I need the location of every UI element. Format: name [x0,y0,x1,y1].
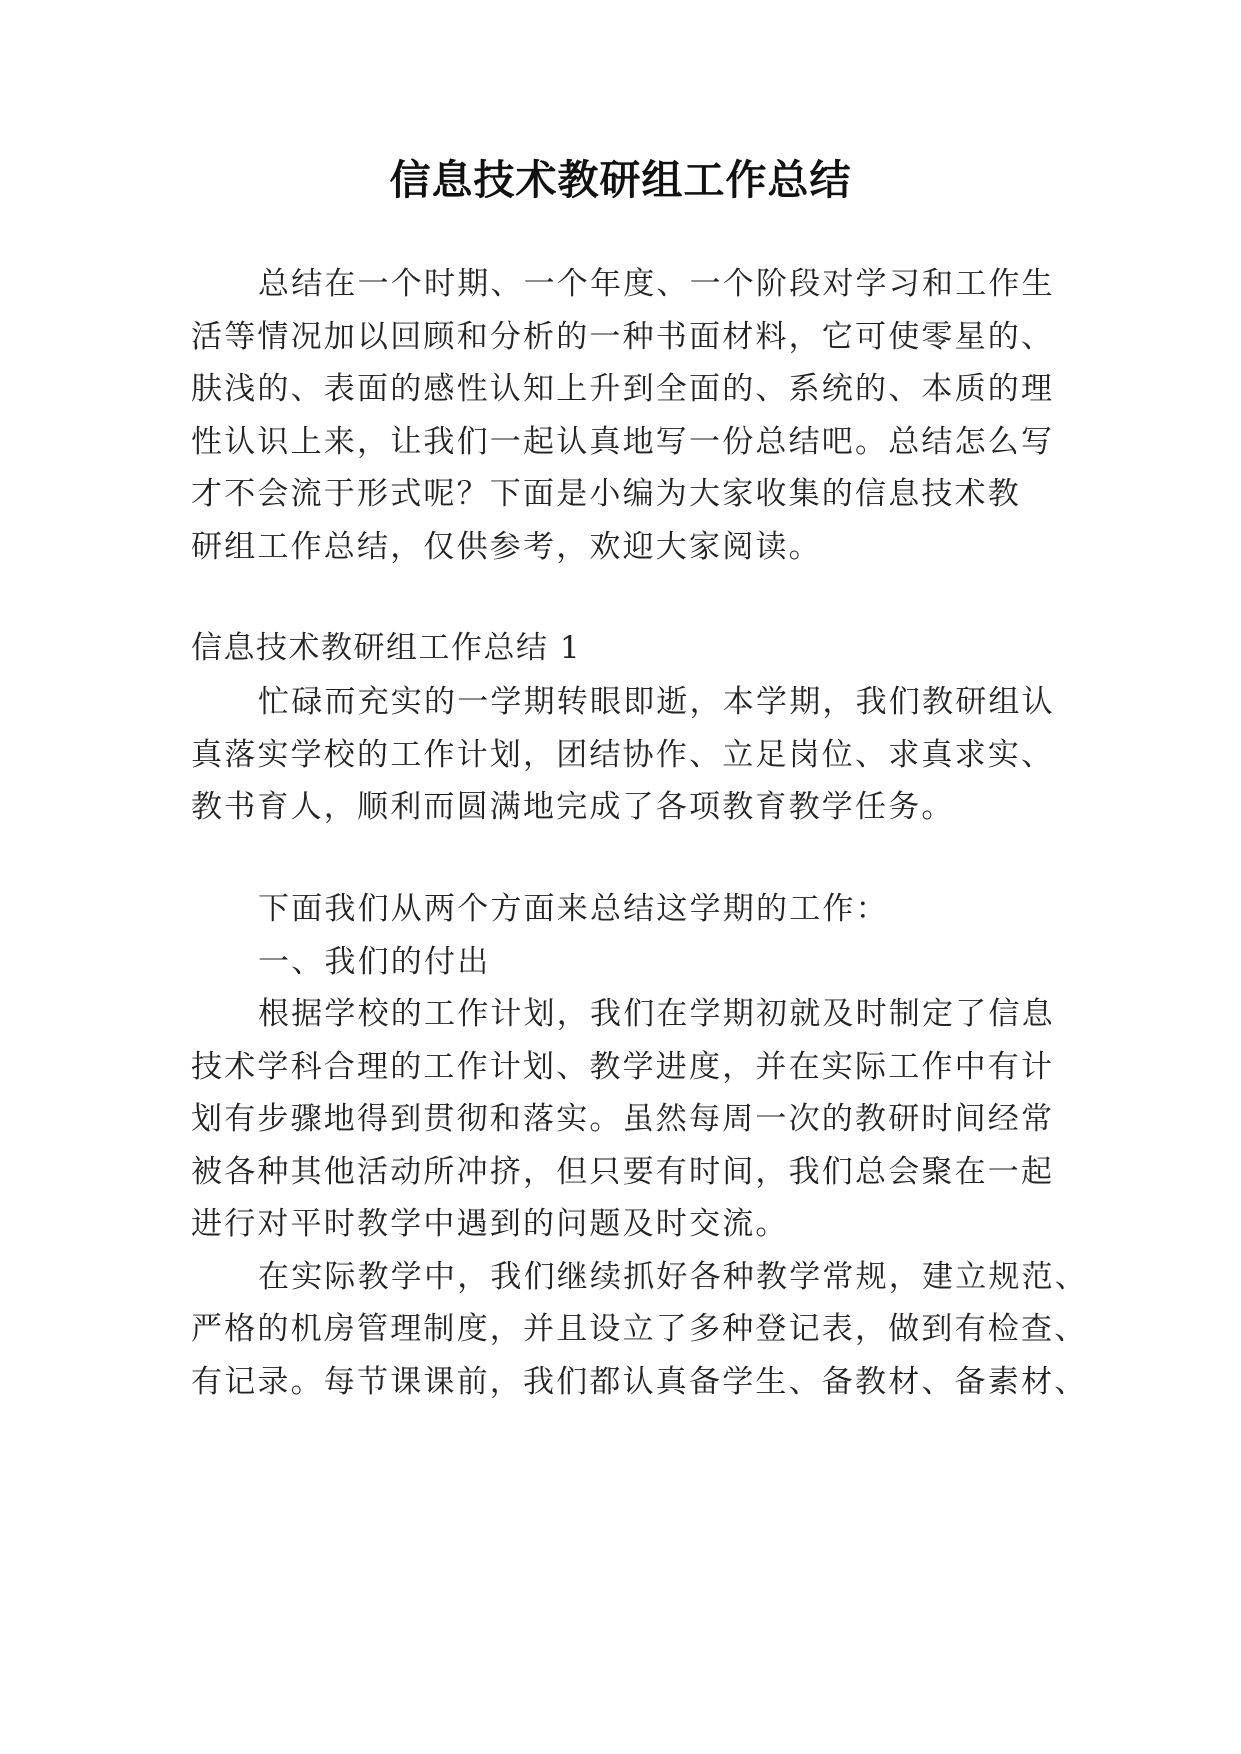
paragraph-line: 技术学科合理的工作计划、教学进度，并在实际工作中有计 [191,1049,1055,1085]
paragraph-line: 在实际教学中，我们继续抓好各种教学常规，建立规范、 [258,1259,1088,1295]
paragraph-line: 严格的机房管理制度，并且设立了多种登记表，做到有检查、 [191,1311,1088,1347]
paragraph-line: 根据学校的工作计划，我们在学期初就及时制定了信息 [258,996,1055,1032]
paragraph-line: 有记录。每节课课前，我们都认真备学生、备教材、备素材、 [191,1364,1088,1400]
intro-line: 研组工作总结，仅供参考，欢迎大家阅读。 [191,529,822,565]
paragraph-line: 忙碌而充实的一学期转眼即逝，本学期，我们教研组认 [258,684,1055,720]
paragraph-line: 下面我们从两个方面来总结这学期的工作： [258,891,889,927]
intro-line: 活等情况加以回顾和分析的一种书面材料，它可使零星的、 [191,319,1055,355]
paragraph-line: 真落实学校的工作计划，团结协作、立足岗位、求真求实、 [191,737,1055,773]
document-title: 信息技术教研组工作总结 [389,156,852,204]
subheading: 一、我们的付出 [258,944,491,980]
paragraph-line: 教书育人，顺利而圆满地完成了各项教育教学任务。 [191,789,955,825]
paragraph-line: 被各种其他活动所冲挤，但只要有时间，我们总会聚在一起 [191,1154,1055,1190]
intro-line: 才不会流于形式呢？下面是小编为大家收集的信息技术教 [191,476,1021,512]
intro-line: 性认识上来，让我们一起认真地写一份总结吧。总结怎么写 [191,424,1055,460]
section-heading: 信息技术教研组工作总结 1 [191,630,582,666]
paragraph-line: 进行对平时教学中遇到的问题及时交流。 [191,1206,789,1242]
intro-line: 肤浅的、表面的感性认知上升到全面的、系统的、本质的理 [191,371,1055,407]
paragraph-line: 划有步骤地得到贯彻和落实。虽然每周一次的教研时间经常 [191,1101,1055,1137]
intro-line: 总结在一个时期、一个年度、一个阶段对学习和工作生 [258,266,1055,302]
